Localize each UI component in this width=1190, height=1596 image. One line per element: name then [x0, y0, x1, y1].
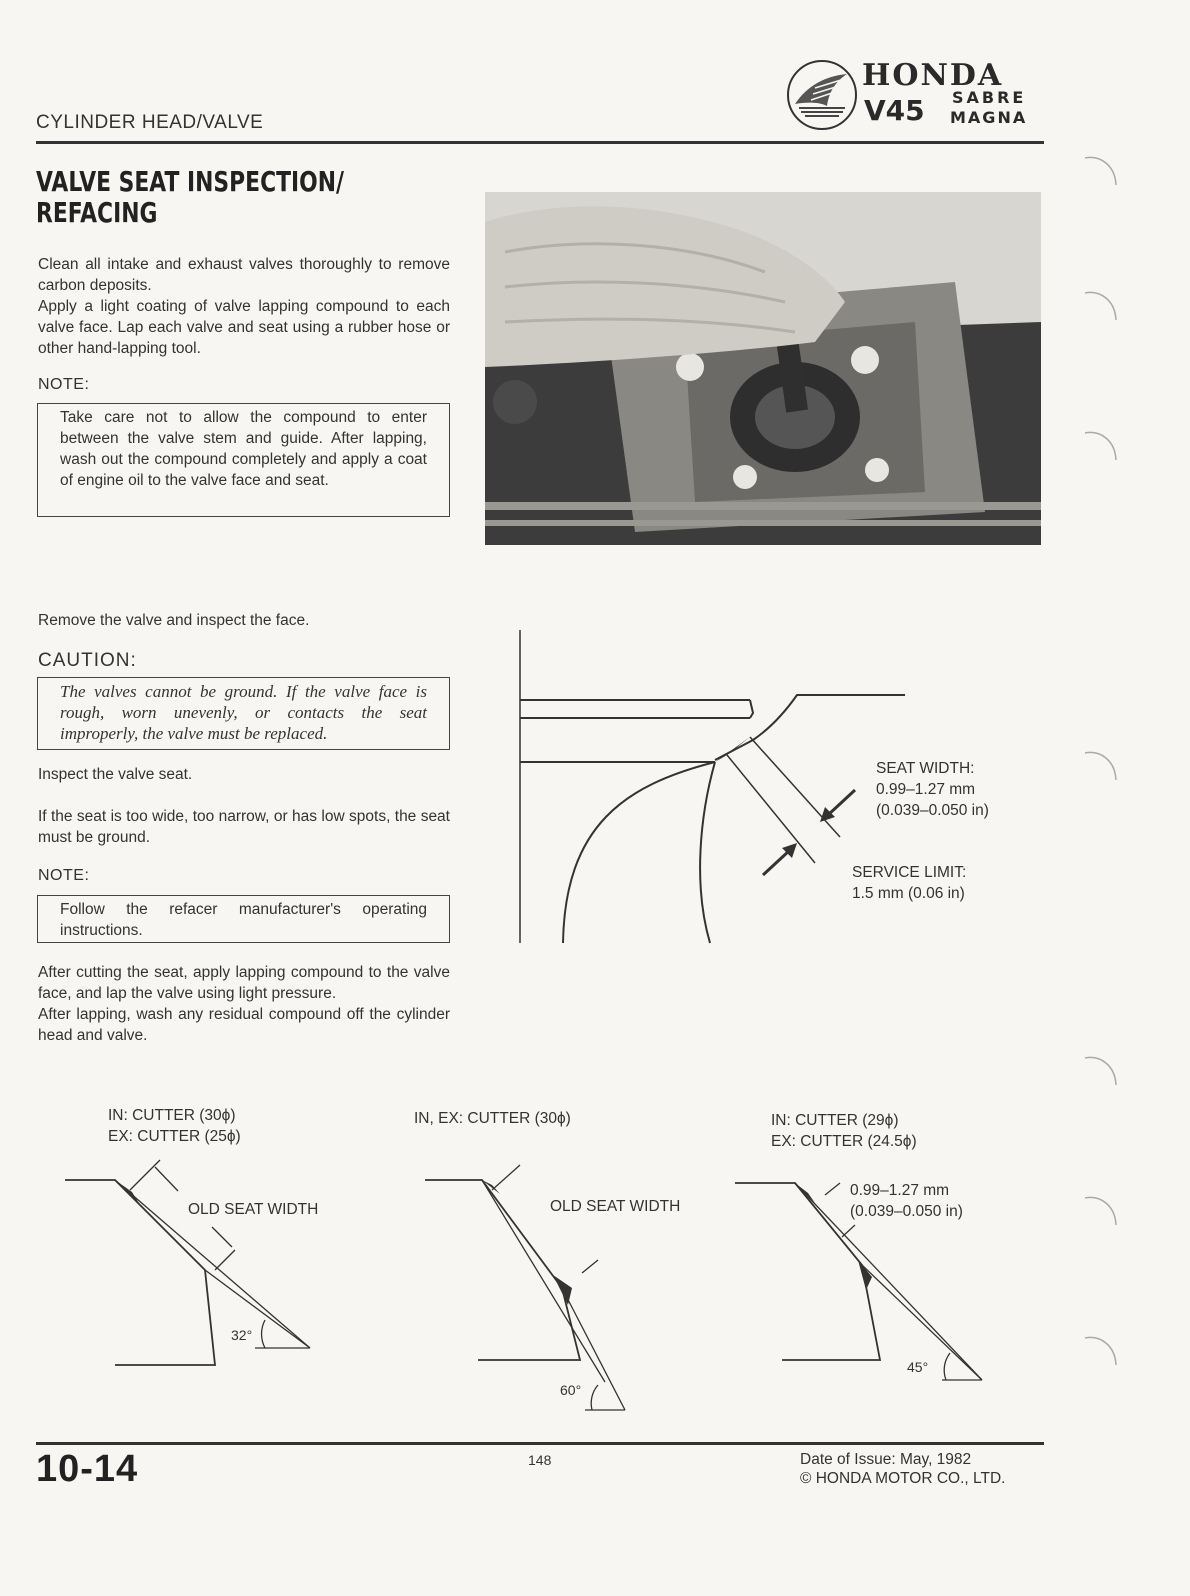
- angle-60: 60°: [560, 1382, 582, 1398]
- cutter-3-line-2: EX: CUTTER (24.5ϕ): [771, 1133, 917, 1150]
- service-limit-title: SERVICE LIMIT:: [852, 864, 967, 881]
- seat-width-in: (0.039–0.050 in): [876, 802, 989, 819]
- caution-box: The valves cannot be ground. If the valve face is rough, worn unevenly, or contacts the seat improperly, the valve must be replaced.: [37, 677, 450, 750]
- seat-width-diagram: [505, 625, 925, 955]
- seat-width-mm: 0.99–1.27 mm: [876, 781, 976, 798]
- seat-width-label: [876, 758, 989, 821]
- logo-brand: HONDA: [862, 58, 1004, 93]
- intro-text: [38, 254, 450, 359]
- page-heading: [36, 166, 344, 228]
- punch-hole-mark: [1080, 1190, 1120, 1230]
- cutter-3-annotation-mm: 0.99–1.27 mm: [850, 1182, 950, 1199]
- angle-45: 45°: [907, 1359, 929, 1375]
- cutter-2-line-1: IN, EX: CUTTER (30ϕ): [414, 1110, 571, 1127]
- after-cutting-text: [38, 962, 450, 1046]
- page-index: 148: [528, 1452, 552, 1468]
- cutter-label-1: [108, 1105, 241, 1147]
- cutter-1-line-2: EX: CUTTER (25ϕ): [108, 1128, 241, 1145]
- logo-variant-magna: MAGNA: [950, 108, 1028, 127]
- punch-hole-mark: [1080, 150, 1120, 190]
- cutter-label-3: [771, 1110, 917, 1152]
- issue-info: [800, 1450, 1005, 1488]
- seat-grind-text: If the seat is too wide, too narrow, or has low spots, the seat must be ground.: [38, 808, 450, 846]
- punch-hole-mark: [1080, 745, 1120, 785]
- note-label-2: NOTE:: [38, 867, 90, 884]
- logo-variant-sabre: SABRE: [952, 88, 1027, 107]
- logo-model: V45: [864, 94, 925, 127]
- angle-32: 32°: [231, 1327, 253, 1343]
- seat-width-title: SEAT WIDTH:: [876, 760, 975, 777]
- page-number: 10-14: [36, 1448, 139, 1490]
- cutter-1-line-1: IN: CUTTER (30ϕ): [108, 1107, 236, 1124]
- inspect-seat-text: Inspect the valve seat.: [38, 766, 193, 783]
- issue-date: Date of Issue: May, 1982: [800, 1451, 972, 1468]
- intro-paragraph-1: Clean all intake and exhaust valves thoroughly to remove carbon deposits.: [38, 256, 450, 294]
- cutter-label-2: [414, 1108, 571, 1129]
- lapping-photo: [485, 192, 1041, 545]
- after-cutting-paragraph-1: After cutting the seat, apply lapping compound to the valve face, and lap the valve using light pressure.: [38, 964, 450, 1002]
- note-box: Take care not to allow the compound to enter between the valve stem and guide. After lapping, wash out the compound completely and apply a coat of engine oil to the valve face and seat.: [37, 403, 450, 517]
- old-seat-width-1: OLD SEAT WIDTH: [188, 1201, 319, 1218]
- punch-hole-mark: [1080, 1330, 1120, 1370]
- remove-valve-text: Remove the valve and inspect the face.: [38, 612, 310, 629]
- punch-hole-mark: [1080, 1050, 1120, 1090]
- cutter-diagram-1: [60, 1155, 330, 1370]
- cutter-3-annotation-in: (0.039–0.050 in): [850, 1203, 963, 1220]
- intro-paragraph-2: Apply a light coating of valve lapping compound to each valve face. Lap each valve and seat using a rubber hose or other hand-lapping tool.: [38, 298, 450, 357]
- cutter-3-line-1: IN: CUTTER (29ϕ): [771, 1112, 899, 1129]
- punch-hole-mark: [1080, 425, 1120, 465]
- footer-divider: [36, 1442, 1044, 1445]
- service-limit-value: 1.5 mm (0.06 in): [852, 885, 965, 902]
- header-divider: [36, 141, 1044, 144]
- heading-line-1: VALVE SEAT INSPECTION/: [36, 165, 344, 198]
- caution-label: CAUTION:: [38, 650, 137, 671]
- copyright: © HONDA MOTOR CO., LTD.: [800, 1470, 1006, 1487]
- heading-line-2: REFACING: [36, 196, 158, 229]
- section-title: CYLINDER HEAD/VALVE: [36, 112, 264, 133]
- after-cutting-paragraph-2: After lapping, wash any residual compound off the cylinder head and valve.: [38, 1006, 450, 1044]
- seat-width-annotation-3: [850, 1180, 963, 1222]
- punch-hole-mark: [1080, 285, 1120, 325]
- note-box-2: Follow the refacer manufacturer's operating instructions.: [37, 895, 450, 943]
- old-seat-width-2: OLD SEAT WIDTH: [550, 1198, 681, 1215]
- note-label: NOTE:: [38, 376, 90, 393]
- service-limit-label: [852, 862, 966, 904]
